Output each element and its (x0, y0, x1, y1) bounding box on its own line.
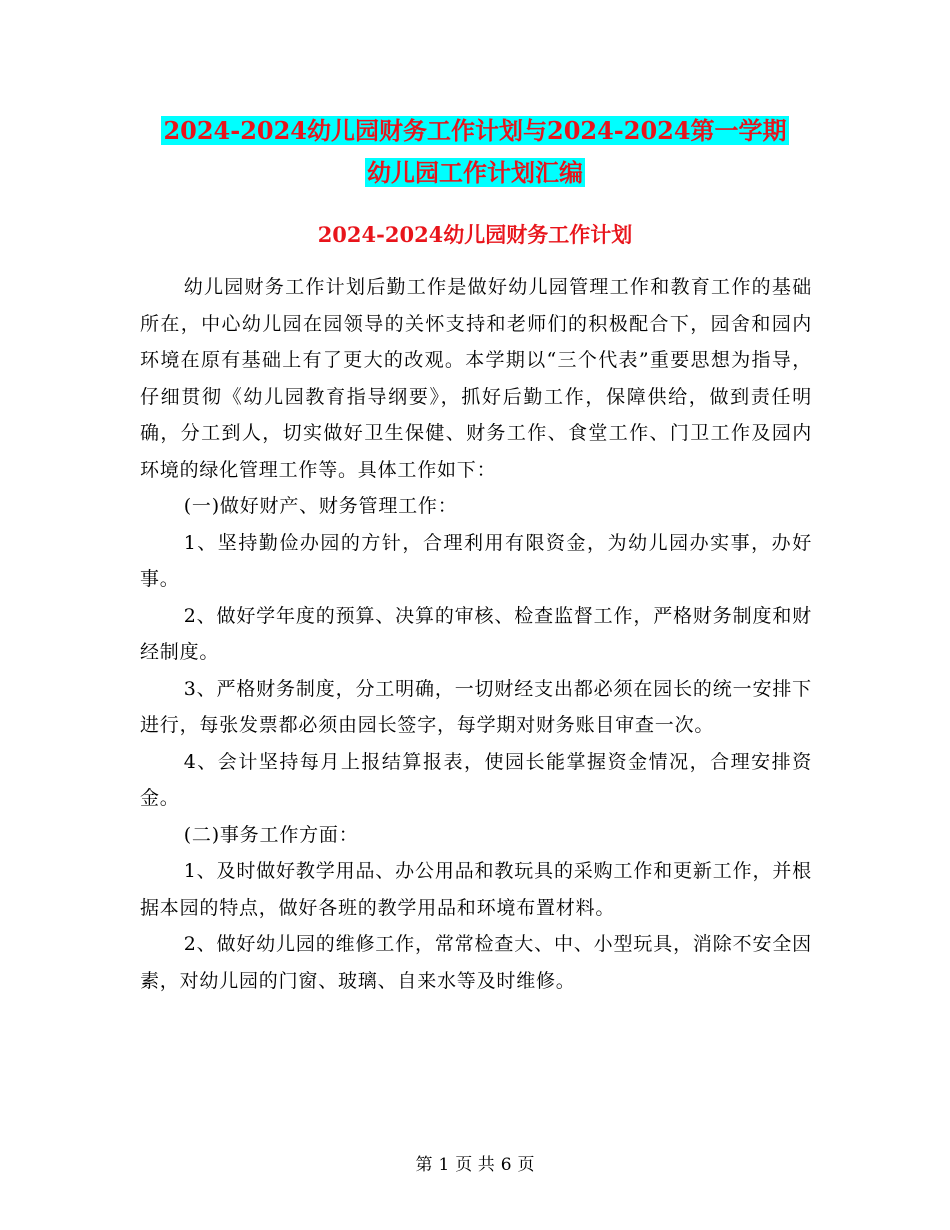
page-footer (0, 1154, 950, 1176)
list-item-finance-4: 4、会计坚持每月上报结算报表，使园长能掌握资金情况，合理安排资金。 (140, 750, 812, 809)
page-label-mid: 页 共 (455, 1155, 495, 1175)
subsection-heading-affairs: (二)事务工作方面： (183, 823, 359, 846)
document-title-text-2: 幼儿园工作计划汇编 (367, 158, 583, 187)
section-title: 2024-2024幼儿园财务工作计划 (317, 222, 633, 247)
current-page-number: 1 (438, 1155, 450, 1175)
list-item-finance-1: 1、坚持勤俭办园的方针，合理利用有限资金，为幼儿园办实事，办好事。 (140, 531, 812, 590)
list-item-affairs-2: 2、做好幼儿园的维修工作，常常检查大、中、小型玩具，消除不安全因素，对幼儿园的门窗、玻璃、自来水等及时维修。 (140, 933, 812, 992)
subsection-heading-finance: (一)做好财产、财务管理工作： (183, 495, 458, 517)
document-title-line-2 (0, 156, 950, 190)
page-label-prefix: 第 (415, 1155, 433, 1175)
document-body (140, 269, 812, 999)
intro-paragraph: 幼儿园财务工作计划后勤工作是做好幼儿园管理工作和教育工作的基础所在，中心幼儿园在园领导的关怀支持和老师们的积极配合下，园舍和园内环境在原有基础上有了更大的改观。本学期以“三个代表”重要思想为指导，仔细贯彻《幼儿园教育指导纲要》，抓好后勤工作，保障供给，做到责任明确，分工到人，切实做好卫生保健、财务工作、食堂工作、门卫工作及园内环境的绿化管理工作等。具体工作如下： (140, 276, 812, 481)
total-pages-number: 6 (500, 1155, 512, 1175)
document-title-line-1 (0, 114, 950, 148)
page-label-suffix: 页 (517, 1155, 535, 1175)
list-item-finance-3: 3、严格财务制度，分工明确，一切财经支出都必须在园长的统一安排下进行，每张发票都必须由园长签字，每学期对财务账目审查一次。 (140, 677, 812, 736)
document-title-text-1: 2024-2024幼儿园财务工作计划与2024-2024第一学期 (163, 116, 787, 145)
list-item-finance-2: 2、做好学年度的预算、决算的审核、检查监督工作，严格财务制度和财经制度。 (140, 604, 812, 663)
list-item-affairs-1: 1、及时做好教学用品、办公用品和教玩具的采购工作和更新工作，并根据本园的特点，做好各班的教学用品和环境布置材料。 (140, 860, 812, 919)
